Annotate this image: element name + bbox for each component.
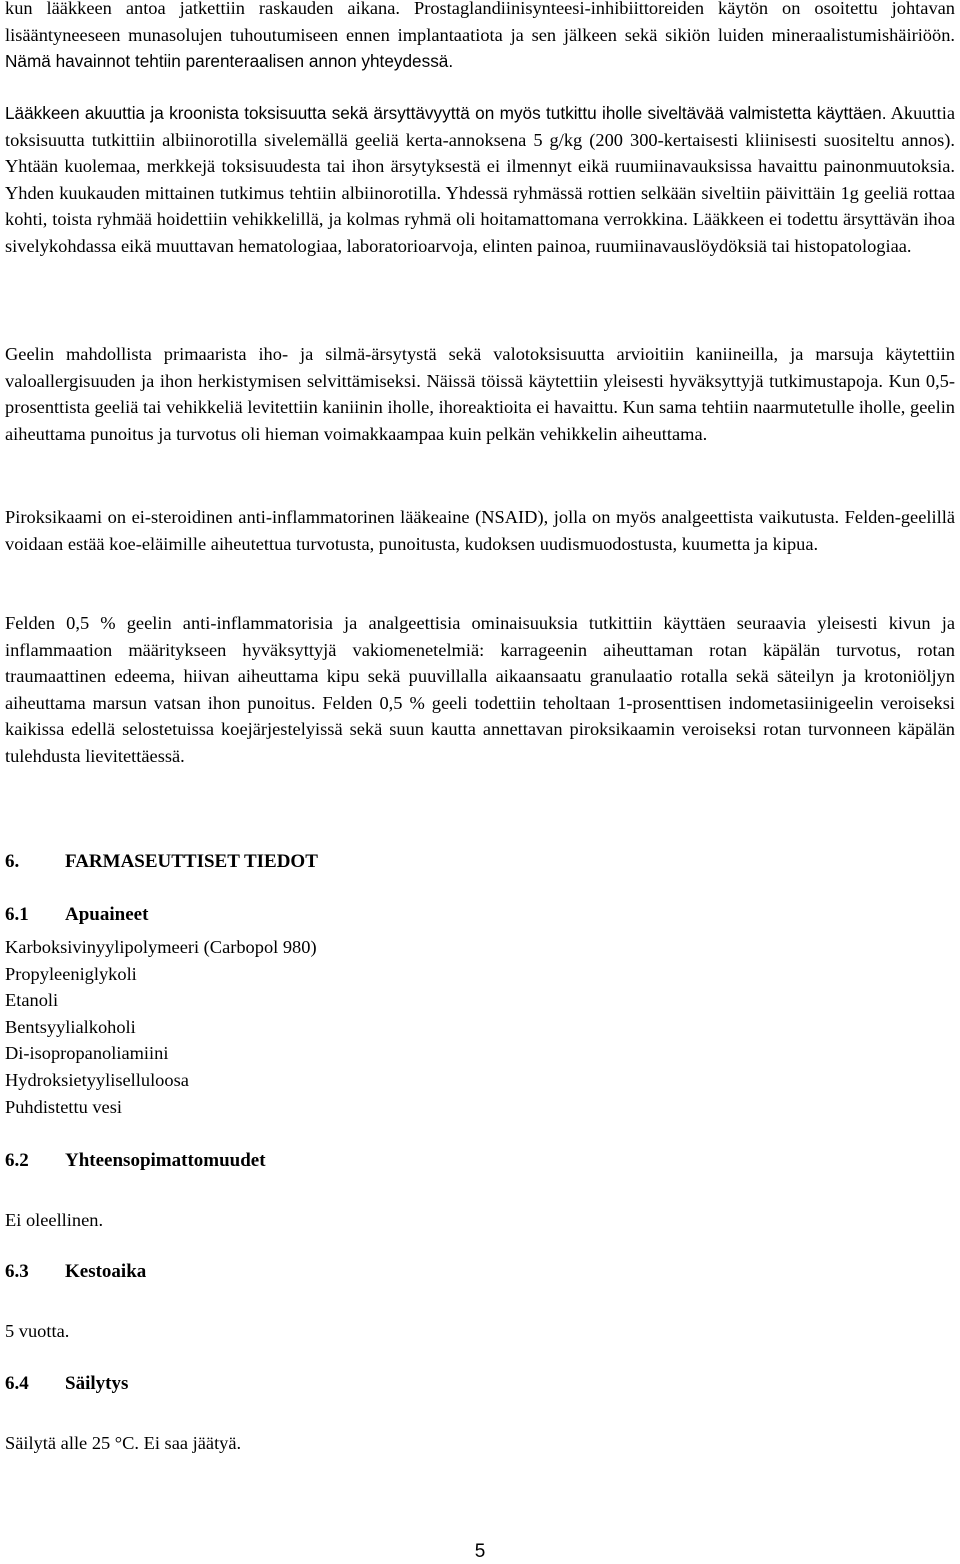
list-item: Bentsyylialkoholi [5,1016,136,1037]
section-heading-6-2 [5,1148,266,1174]
list-item: Etanoli [5,990,59,1011]
excipients-list [5,934,317,1120]
paragraph-reproductive-toxicity [5,0,955,75]
section-number: 6. [5,851,20,872]
paragraph-text: Akuuttia toksisuutta tutkittiin albiinorotilla sivelemällä geeliä kerta-annoksena 5 g/kg (200 300-kertaisesti kliinisesti suositeltu annos). Yhtään kuolemaa, merkkejä toksisuudesta tai ihon ärsytyksestä ei ilmennyt eikä ruumiinavauksissa havaittu painonmuutoksia. Yhden kuukauden mittainen tutkimus tehtiin albiinorotilla. Yhdessä ryhmässä rottien selkään siveltiin päivittäin 1g geeliä rottaa kohti, toista ryhmää hoidettiin vehikkelillä, ja kolmas ryhmä oli hoitamattomana verrokkina. Lääkkeen ei todettu ärsyttävän ihoa sivelykohdassa eikä muuttavan hematologiaa, laboratorioarvoja, elinten painoa, ruumiinavauslöydöksiä tai histopatologiaa. [5,103,955,256]
section-number: 6.1 [5,904,29,925]
paragraph-piroxicam-nsaid: Piroksikaami on ei-steroidinen anti-inflammatorinen lääkeaine (NSAID), jolla on myös analgeettista vaikutusta. Felden-geelillä voidaan estää koe-eläimille aiheutettua turvotusta, punoitusta, kudoksen uudismuodostusta, kuumetta ja kipua. [5,507,955,554]
page-number: 5 [474,1541,486,1562]
section-heading-6 [5,849,318,875]
section-number: 6.4 [5,1373,29,1394]
section-text-incompatibilities: Ei oleellinen. [5,1210,104,1230]
list-item: Karboksivinyylipolymeeri (Carbopol 980) [5,937,317,957]
section-text-shelf-life: 5 vuotta. [5,1321,70,1341]
section-text-storage: Säilytä alle 25 °C. Ei saa jäätyä. [5,1433,242,1453]
list-item: Propyleeniglykoli [5,963,137,984]
section-title: Säilytys [65,1373,129,1394]
section-title: Yhteensopimattomuudet [65,1150,266,1171]
section-title: FARMASEUTTISET TIEDOT [65,851,318,872]
paragraph-text: kun lääkkeen antoa jatkettiin raskauden aikana. Prostaglandiinisynteesi-inhibiittoreiden käytön on osoitettu johtavan lisääntyneeseen munasolujen tuhoutumiseen ennen implantaatiota ja sen jälkeen sekä sikiön luiden mineraalistumishäiriöön. [5,0,955,45]
paragraph-irritation-phototoxicity: Geelin mahdollista primaarista iho- ja silmä-ärsytystä sekä valotoksisuutta arvioitiin kaniineilla, ja marsuja käytettiin valoallergisuuden ja ihon herkistymisen selvittämiseksi. Näissä töissä käytettiin yleisesti hyväksyttyjä tutkimustapoja. Kun 0,5-prosenttista geeliä tai vehikkeliä levitettiin kaniinin iholle, ihoreaktioita ei havaittu. Kun sama tehtiin naarmutetulle iholle, geelin aiheuttama punoitus ja turvotus oli hieman voimakkaampaa kuin pelkän vehikkelin aiheuttama. [5,344,955,444]
paragraph-anti-inflammatory-studies: Felden 0,5 % geelin anti-inflammatorisia ja analgeettisia ominaisuuksia tutkittiin käyttäen seuraavia yleisesti kivun ja inflammaation määritykseen hyväksyttyjä vakiomenetelmiä: karrageenin aiheuttaman rotan käpälän turvotus, rotan traumaattinen edeema, hiivan aiheuttama kipu sekä puuvillalla aikaansaatu granulaatio rotalla sekä säteilyn ja krotoniöljyn aiheuttama marsun vatsan ihon punoitus. Felden 0,5 % geeli todettiin teholtaan 1-prosenttisen indometasiinigeelin veroiseksi kaikissa edellä selostetuissa koejärjestelyissä sekä suun kautta annettavan piroksikaamin veroiseksi rotan turvonneen käpälän tulehdusta lievitettäessä. [5,613,955,766]
section-heading-6-1 [5,902,148,928]
paragraph-text-sans: Nämä havainnot tehtiin parenteraalisen annon yhteydessä. [5,51,454,72]
section-number: 6.3 [5,1261,29,1282]
section-heading-6-4 [5,1371,128,1397]
section-title: Kestoaika [65,1261,147,1282]
section-title: Apuaineet [65,904,149,925]
section-heading-6-3 [5,1259,146,1285]
paragraph-text-sans: Lääkkeen akuuttia ja kroonista toksisuutta sekä ärsyttävyyttä on myös tutkittu iholle siveltävää valmistetta käyttäen. [5,103,887,123]
list-item: Di-isopropanoliamiini [5,1043,169,1064]
list-item: Puhdistettu vesi [5,1096,122,1117]
list-item: Hydroksietyyliselluloosa [5,1069,189,1090]
section-number: 6.2 [5,1150,29,1171]
paragraph-acute-chronic-toxicity [5,100,955,260]
